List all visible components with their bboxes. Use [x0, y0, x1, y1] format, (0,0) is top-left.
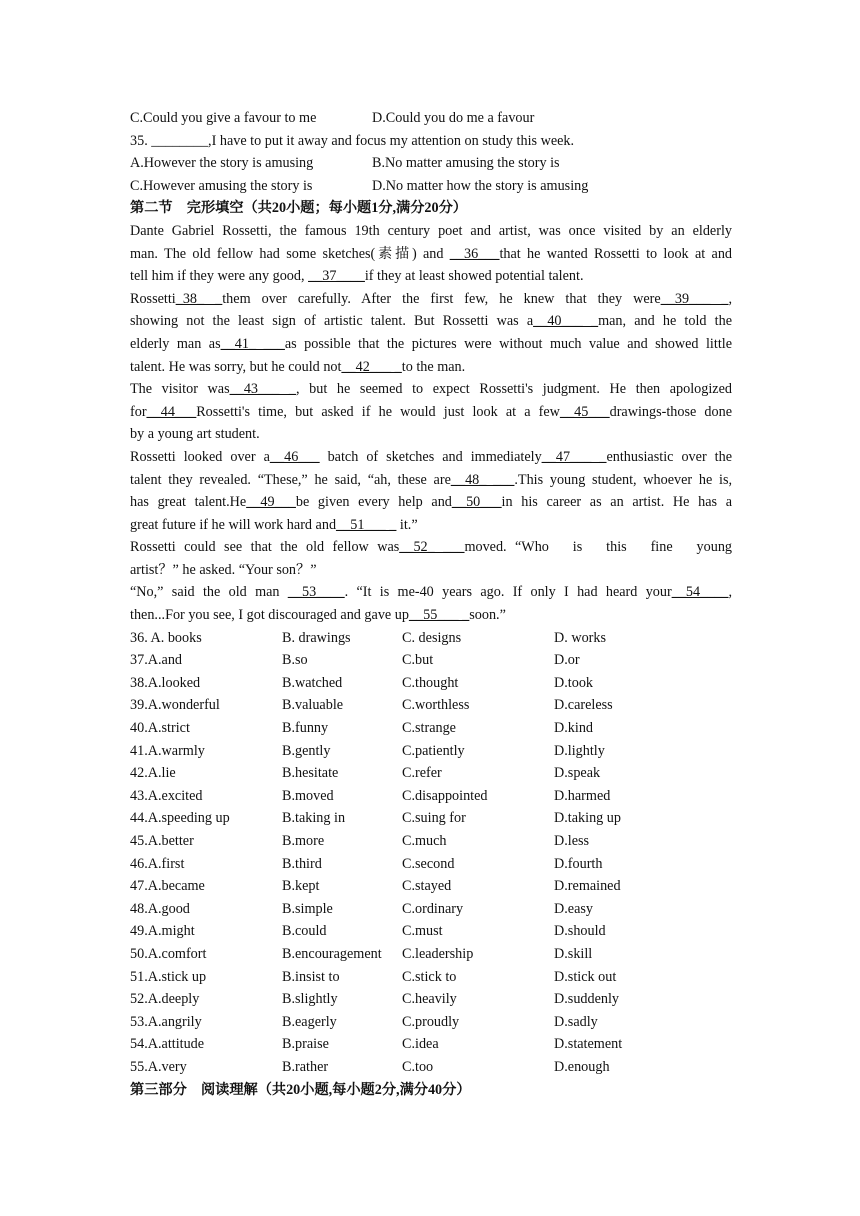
option-row	[130, 898, 732, 921]
option-row	[130, 762, 732, 785]
option-c: C.leadership	[402, 945, 474, 962]
option-d: D.remained	[554, 878, 621, 895]
blank-39: __39___ _	[660, 290, 729, 307]
option-d: D.harmed	[554, 787, 611, 804]
passage-text: . “It is me-40 years ago. If only I had heard your	[344, 584, 672, 601]
passage-line	[130, 243, 732, 266]
passage-line	[130, 401, 732, 424]
option-c: C.disappointed	[402, 787, 488, 804]
option-a: 54.A.attitude	[130, 1036, 205, 1053]
passage-text: it.”	[396, 516, 418, 533]
option-row	[130, 649, 732, 672]
option-row	[130, 966, 732, 989]
passage-line: artist？” he asked. “Your son？”	[130, 561, 317, 578]
option-row	[130, 672, 732, 695]
passage-text: if they at least showed potential talent.	[364, 268, 584, 285]
passage-line: Dante Gabriel Rossetti, the famous 19th century poet and artist, was once visited by an elderly	[130, 222, 732, 239]
passage-text: ,	[728, 584, 733, 601]
option-c: C.thought	[402, 674, 459, 691]
option-b: B.watched	[282, 674, 343, 691]
passage-text: Rossetti's time, but asked if he would just look at a few	[196, 403, 560, 420]
passage-text: Rossetti	[130, 290, 176, 307]
option-row	[130, 1033, 732, 1056]
option-c: C.ordinary	[402, 900, 464, 917]
option-a: 48.A.good	[130, 900, 190, 917]
option-c: C.much	[402, 833, 447, 849]
option-b: B.moved	[282, 787, 334, 804]
blank-51: __51___ _	[336, 516, 397, 533]
options-list	[130, 627, 732, 1079]
option-c: C.but	[402, 652, 434, 669]
option-d: D.lightly	[554, 742, 605, 759]
option-row	[130, 920, 732, 943]
option-a: 43.A.excited	[130, 787, 203, 804]
option-d: D.less	[554, 833, 590, 849]
option-d: D.easy	[554, 900, 594, 917]
blank-47: __47___ _	[541, 448, 607, 465]
option-a: 45.A.better	[130, 833, 194, 849]
passage-text: , but he seemed to expect Rossetti's judgment. He then apologized	[296, 381, 732, 398]
option-b: B.rather	[282, 1058, 329, 1075]
option-d: D.careless	[554, 697, 613, 714]
option-c: C.idea	[402, 1036, 439, 1053]
option-d: D.sadly	[554, 1013, 598, 1030]
option-d: D.took	[554, 674, 594, 691]
option-d: D.skill	[554, 945, 593, 962]
option-row	[130, 943, 732, 966]
option-a: 38.A.looked	[130, 674, 201, 691]
blank-55: __55___ _	[408, 607, 470, 624]
q34-option-d: D.Could you do me a favour	[372, 110, 535, 126]
option-b: B.funny	[282, 720, 329, 737]
option-b: B.third	[282, 855, 322, 872]
option-d: D.fourth	[554, 855, 603, 872]
option-c: C.stick to	[402, 968, 457, 985]
passage-line	[130, 604, 732, 627]
blank-52: __52_ ___	[399, 539, 465, 556]
option-row	[130, 875, 732, 898]
option-d: D.suddenly	[554, 991, 620, 1008]
passage-text: man. The old fellow had some sketches(素描) and	[130, 245, 450, 262]
blank-43: __43___ _	[229, 381, 296, 398]
option-row	[130, 830, 732, 853]
option-a: 52.A.deeply	[130, 991, 200, 1008]
passage-line	[130, 581, 732, 604]
option-row	[130, 694, 732, 717]
option-row	[130, 807, 732, 830]
option-d: D.stick out	[554, 968, 617, 985]
passage-line	[130, 265, 732, 288]
passage-text: for	[130, 403, 147, 420]
section-3-heading: 第三部分 阅读理解（共20小题,每小题2分,满分40分）	[130, 1081, 471, 1098]
passage-line	[130, 514, 732, 537]
passage-line	[130, 536, 732, 559]
option-c: C.heavily	[402, 991, 457, 1008]
blank-44: __44___	[146, 403, 197, 420]
passage-line	[130, 446, 732, 469]
passage-text: talent they revealed. “These,” he said, “ah, these are	[130, 471, 451, 488]
q35-stem: 35. ________,I have to put it away and focus my attention on study this week.	[130, 132, 575, 149]
option-c: C.stayed	[402, 878, 452, 895]
blank-38: _38_ _	[175, 290, 223, 307]
option-a: 49.A.might	[130, 923, 195, 940]
passage-text: them over carefully. After the first few, he knew that they were	[222, 290, 661, 307]
option-b: B. drawings	[282, 629, 351, 646]
option-b: B.praise	[282, 1036, 329, 1053]
blank-37: __37____	[308, 268, 365, 285]
passage-line	[130, 491, 732, 514]
passage-text: moved. “Who is this fine young	[464, 539, 733, 556]
blank-49: __49___	[246, 494, 296, 511]
option-c: C.patiently	[402, 742, 465, 759]
passage-text: then...For you see, I got discouraged and gave up	[130, 607, 409, 624]
q35-option-b: B.No matter amusing the story is	[372, 155, 560, 172]
option-b: B.more	[282, 833, 325, 849]
option-a: 42.A.lie	[130, 765, 176, 782]
option-d: D.or	[554, 652, 580, 669]
passage-line: by a young art student.	[130, 426, 260, 443]
option-d: D.should	[554, 923, 606, 940]
passage-line	[130, 356, 732, 379]
blank-40: __40___ _	[533, 313, 599, 330]
passage-text: batch of sketches and immediately	[319, 448, 542, 465]
passage-line	[130, 378, 732, 401]
passage-line	[130, 288, 732, 311]
option-c: C.strange	[402, 720, 456, 737]
q35-option-a: A.However the story is amusing	[130, 155, 314, 172]
option-a: 47.A.became	[130, 878, 205, 895]
passage-text: elderly man as	[130, 335, 221, 352]
blank-41: __41_ ___	[220, 335, 285, 352]
option-row	[130, 1056, 732, 1079]
blank-36: __36___	[449, 245, 500, 262]
blank-46: __46___	[269, 448, 320, 465]
passage-text: man, and he told the	[598, 313, 732, 330]
option-a: 53.A.angrily	[130, 1013, 202, 1030]
option-b: B.eagerly	[282, 1013, 337, 1030]
option-row	[130, 853, 732, 876]
passage-text: tell him if they were any good,	[130, 268, 309, 285]
q34-options-row	[130, 107, 732, 130]
option-d: D.speak	[554, 765, 601, 782]
option-row	[130, 740, 732, 763]
option-a: 36. A. books	[130, 629, 202, 646]
q34-option-c: C.Could you give a favour to me	[130, 110, 317, 126]
passage-text: .This young student, whoever he is,	[514, 471, 733, 488]
option-row	[130, 717, 732, 740]
option-row	[130, 1011, 732, 1034]
passage-text: soon.”	[469, 607, 506, 624]
option-a: 39.A.wonderful	[130, 697, 220, 714]
option-b: B.taking in	[282, 810, 346, 827]
option-row	[130, 988, 732, 1011]
option-a: 40.A.strict	[130, 720, 190, 737]
option-c: C.second	[402, 855, 455, 872]
passage-text: great future if he will work hard and	[130, 516, 337, 533]
option-b: B.simple	[282, 900, 333, 917]
passage-line	[130, 333, 732, 356]
option-c: C.must	[402, 923, 443, 940]
option-a: 46.A.first	[130, 855, 185, 872]
q35-options-row-2	[130, 175, 732, 198]
option-b: B.hesitate	[282, 765, 339, 782]
option-c: C.proudly	[402, 1013, 460, 1030]
passage-text: Rossetti looked over a	[130, 448, 270, 465]
blank-42: __42___ _	[341, 358, 402, 375]
option-d: D.kind	[554, 720, 594, 737]
option-c: C.refer	[402, 765, 442, 782]
option-a: 50.A.comfort	[130, 945, 207, 962]
option-b: B.encouragement	[282, 945, 382, 962]
passage-line	[130, 310, 732, 333]
passage-text: that he wanted Rossetti to look at and	[499, 245, 733, 262]
passage-text: drawings-those done	[609, 403, 733, 420]
option-row	[130, 785, 732, 808]
blank-50: __50___	[451, 494, 502, 511]
option-d: D.statement	[554, 1036, 623, 1053]
passage-text: showing not the least sign of artistic talent. But Rossetti was a	[130, 313, 534, 330]
blank-45: __45___	[559, 403, 610, 420]
q35-option-d: D.No matter how the story is amusing	[372, 177, 589, 194]
passage-text: Rossetti could see that the old fellow was	[130, 539, 400, 556]
passage-text: has great talent.He	[130, 494, 247, 511]
option-d: D.taking up	[554, 810, 621, 827]
passage-text: The visitor was	[130, 381, 230, 398]
passage-text: talent. He was sorry, but he could not	[130, 358, 342, 375]
option-a: 41.A.warmly	[130, 742, 205, 759]
option-c: C.too	[402, 1058, 434, 1075]
option-c: C. designs	[402, 629, 462, 646]
q35-options-row-1	[130, 152, 732, 175]
option-a: 51.A.stick up	[130, 968, 207, 985]
option-c: C.worthless	[402, 697, 470, 714]
passage-text: in his career as an artist. He has a	[501, 494, 733, 511]
option-a: 44.A.speeding up	[130, 810, 230, 827]
option-d: D.enough	[554, 1058, 610, 1075]
blank-54: __54____	[671, 584, 729, 601]
option-a: 37.A.and	[130, 652, 183, 669]
passage-text: as possible that the pictures were without much value and showed little	[284, 335, 732, 352]
option-c: C.suing for	[402, 810, 466, 827]
exam-page	[130, 107, 732, 1101]
passage-text: to the man.	[401, 358, 466, 375]
option-b: B.valuable	[282, 697, 344, 714]
blank-53: __53____	[287, 584, 345, 601]
passage-text: ,	[728, 290, 733, 307]
option-b: B.insist to	[282, 968, 340, 985]
option-b: B.slightly	[282, 991, 338, 1008]
option-b: B.gently	[282, 742, 331, 759]
passage-text: be given every help and	[295, 494, 452, 511]
q35-option-c: C.However amusing the story is	[130, 177, 313, 194]
passage-text: “No,” said the old man	[130, 584, 288, 601]
option-row	[130, 627, 732, 650]
passage-line	[130, 469, 732, 492]
option-b: B.could	[282, 923, 327, 940]
option-b: B.so	[282, 652, 308, 669]
blank-48: __48_ ___	[450, 471, 515, 488]
option-d: D. works	[554, 629, 607, 646]
section-2-heading: 第二节 完形填空（共20小题；每小题1分,满分20分）	[130, 200, 467, 217]
option-b: B.kept	[282, 878, 320, 895]
option-a: 55.A.very	[130, 1058, 187, 1075]
passage-text: enthusiastic over the	[606, 448, 733, 465]
